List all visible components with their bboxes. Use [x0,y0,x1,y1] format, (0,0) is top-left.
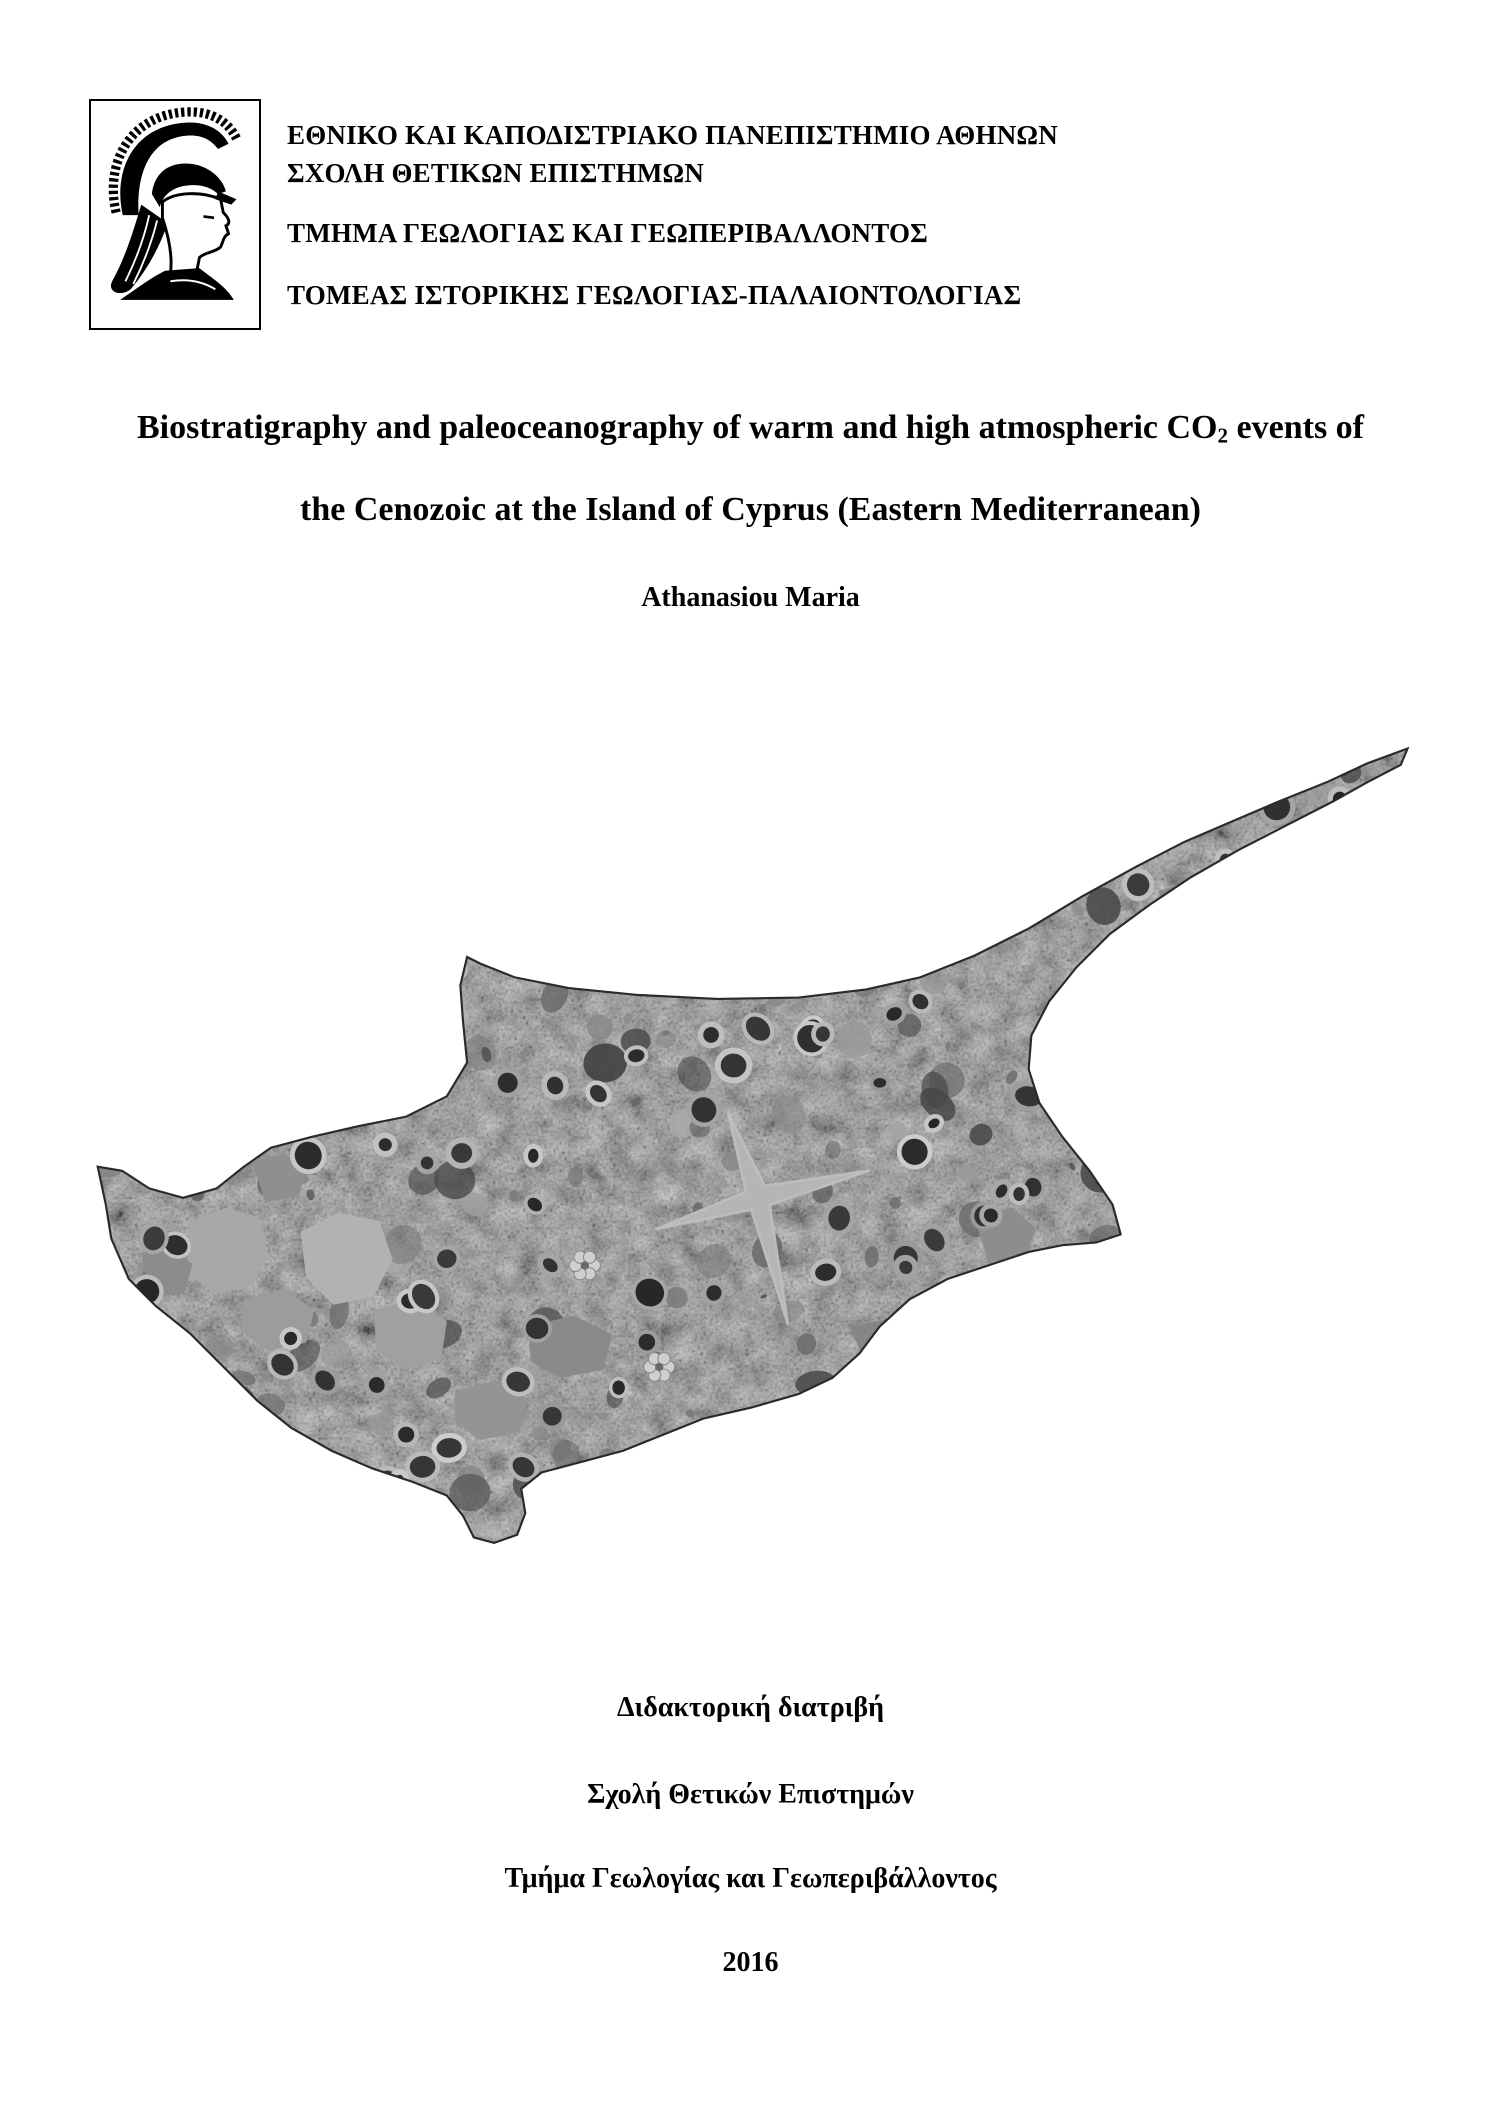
sediment-grain [638,807,674,845]
sediment-grain [1027,872,1042,887]
sediment-grain [962,890,995,925]
sediment-grain [1051,1103,1060,1111]
coccolith-ring [610,1378,627,1397]
sediment-grain [512,912,565,963]
sediment-grain [1181,1260,1215,1291]
coccolith-ring [328,1030,363,1065]
coccolith-ring [1071,983,1093,1006]
coccolith-ring [227,1123,257,1153]
coccolith-ring [494,1069,521,1096]
sediment-grain [695,1497,729,1531]
sediment-grain [1355,1218,1393,1262]
sediment-grain [205,761,216,769]
sediment-grain [569,840,583,854]
sediment-grain [102,1549,116,1562]
face [162,194,228,274]
coccolith-ring [210,1504,238,1535]
sediment-grain [237,1102,260,1125]
sediment-grain [1294,1513,1329,1554]
coccolith-ring [209,1447,241,1479]
coccolith-ring [578,1503,597,1520]
sediment-grain [1118,1379,1147,1404]
section-name: ΤΟΜΕΑΣ ΙΣΤΟΡΙΚΗΣ ΓΕΩΛΟΓΙΑΣ-ΠΑΛΑΙΟΝΤΟΛΟΓΙΑΣ [287,280,1022,310]
sediment-grain [912,1390,936,1415]
coccolith-ring [1196,1184,1216,1203]
coccolith-ring [1348,1132,1365,1149]
coccolith-ring [1333,1211,1361,1238]
coccolith-ring [1036,1294,1066,1323]
sediment-grain [103,1033,115,1052]
sediment-grain [376,962,391,977]
sediment-grain [1173,1437,1181,1445]
university-logo [89,99,261,330]
sediment-grain [1093,846,1104,857]
sediment-grain [751,821,767,836]
sediment-grain [240,1078,264,1102]
sediment-grain [817,731,868,781]
coccolith-ring [996,1433,1018,1456]
coccolith-ring [717,1050,751,1082]
sediment-grain [626,1503,685,1563]
coccolith-ring [1191,1525,1215,1548]
sediment-grain [198,949,238,991]
coccolith-ring [339,1100,361,1123]
sediment-grain [359,880,398,920]
sediment-grain [890,872,919,905]
coccolith-ring [801,1443,832,1470]
sediment-grain [848,756,894,802]
university-name: ΕΘΝΙΚΟ ΚΑΙ ΚΑΠΟΔΙΣΤΡΙΑΚΟ ΠΑΝΕΠΙΣΤΗΜΙΟ ΑΘΗΝΩΝ [287,120,1058,150]
sediment-grain [1005,805,1048,847]
coccolith-ring [958,1340,980,1362]
rosette-center [655,1363,663,1371]
coccolith-ring [1342,1127,1367,1159]
sediment-grain [309,1080,316,1088]
coccolith-ring [1015,773,1041,797]
coccolith-ring [379,772,397,792]
coccolith-ring [379,1027,401,1048]
sediment-grain [199,1090,239,1129]
sediment-grain [1075,1481,1116,1528]
coccolith-ring [1329,788,1351,810]
sediment-grain [226,805,233,810]
sediment-grain [1163,1475,1186,1501]
coccolith-ring [344,1007,372,1035]
coccolith-ring [351,970,374,991]
sediment-grain [1071,1287,1088,1304]
coccolith-ring [635,1330,659,1354]
coccolith-ring [824,1202,853,1234]
coccolith-ring [1389,900,1414,927]
sediment-grain [332,1008,355,1030]
sediment-grain [438,1527,465,1549]
coccolith-ring [378,926,410,957]
sediment-grain [1008,1301,1041,1333]
sediment-grain [1296,1285,1340,1325]
coccolith-ring [297,797,318,817]
sediment-grain [1349,1356,1365,1373]
sediment-grain [1345,1204,1375,1241]
sediment-grain [568,1167,583,1187]
title-line-2: the Cenozoic at the Island of Cyprus (Eastern Mediterranean) [300,491,1201,528]
sediment-grain [112,849,127,864]
sediment-grain [282,1463,306,1487]
sediment-grain [1378,1221,1399,1243]
sediment-grain [1413,1392,1429,1408]
sediment-grain [1140,744,1167,770]
sediment-grain [264,789,285,809]
sediment-grain [238,1424,264,1450]
sediment-grain [163,1397,192,1420]
coccolith-ring [1274,1225,1298,1249]
coccolith-ring [871,1076,888,1090]
sediment-grain [551,740,576,764]
sediment-grain [350,744,374,768]
sediment-grain [525,831,535,840]
sediment-grain [1352,1350,1402,1401]
sediment-grain [1098,1006,1137,1045]
coccolith-ring [301,815,324,839]
sediment-grain [1128,1349,1141,1368]
sediment-grain [1398,915,1408,925]
sediment-grain [1315,1399,1364,1450]
sediment-grain [1222,773,1240,788]
sediment-grain [777,852,791,865]
sediment-grain [611,940,651,985]
sediment-grain [896,745,927,776]
sediment-grain [517,960,535,977]
coccolith-ring [979,1450,1015,1486]
crystal [1159,883,1208,926]
coccolith-ring [1064,982,1102,1020]
coccolith-ring [525,1146,541,1165]
coccolith-ring [448,1140,476,1167]
sediment-grain [1258,944,1294,983]
coccolith-ring [1011,1185,1028,1204]
sediment-grain [632,1493,668,1530]
sediment-grain [107,763,142,807]
coccolith-ring [1206,1369,1240,1405]
coccolith-ring [116,1434,149,1470]
coccolith-ring [464,879,502,917]
sediment-grain [784,805,806,819]
athena-emblem [111,112,237,300]
sediment-grain [1046,1376,1062,1393]
sediment-grain [1145,1121,1187,1159]
sediment-grain [540,1502,552,1514]
title-line-1 [12,408,1489,448]
sediment-grain [852,1357,880,1384]
rosette-center [581,1261,589,1269]
sediment-grain [1225,1190,1238,1203]
sediment-grain [237,1479,272,1515]
coccolith-ring [252,809,275,832]
sediment-grain [1223,976,1239,992]
sediment-grain [975,1370,1018,1417]
coccolith-ring [1057,1097,1082,1123]
sediment-grain [303,964,346,1000]
sediment-grain [177,1512,226,1560]
sediment-grain [91,1398,109,1420]
coccolith-ring [433,1434,465,1461]
crystal [850,1318,920,1372]
sediment-grain [1106,791,1137,817]
coccolith-ring [1187,960,1219,992]
sediment-grain [1185,762,1209,778]
sediment-grain [1143,1132,1161,1149]
sediment-grain [1047,1378,1088,1417]
coccolith-ring [722,1461,751,1485]
degree-type: Διδακτορική διατριβή [616,1692,885,1723]
sediment-grain [242,791,270,818]
coccolith-ring [1123,1004,1158,1037]
coccolith-ring [1202,731,1245,774]
sediment-grain [243,848,275,887]
sediment-grain [1403,1029,1422,1059]
sediment-grain [1031,818,1044,831]
coccolith-ring [931,1527,963,1559]
coccolith-ring [1112,936,1135,959]
footer-school: Σχολή Θετικών Επιστημών [587,1779,914,1810]
coccolith-ring [498,767,530,799]
sediment-grain [742,807,769,830]
coccolith-ring [1143,1443,1172,1469]
sediment-grain [167,1076,190,1103]
sediment-grain [196,1123,217,1144]
sediment-grain [423,822,436,836]
sediment-grain [178,1116,185,1124]
sediment-grain [1176,1387,1190,1401]
sediment-grain [145,853,177,885]
cyprus-map-image [0,731,1489,1597]
sediment-grain [148,1173,159,1183]
coccolith-ring [1392,1029,1410,1047]
coccolith-ring [846,851,884,889]
sediment-grain [581,1508,613,1536]
coccolith-ring [399,1004,418,1028]
sediment-grain [1231,949,1242,964]
coccolith-ring [1068,1311,1093,1333]
coccolith-ring [267,963,300,996]
coccolith-ring [384,776,423,817]
sediment-grain [1071,742,1094,767]
sediment-grain [344,1543,361,1559]
coccolith-ring [625,1046,648,1066]
sediment-grain [1043,850,1060,871]
coccolith-ring [967,1346,998,1377]
co2-subscript: 2 [1217,423,1229,448]
coccolith-ring [253,1413,275,1437]
sediment-grain [850,950,879,979]
coccolith-ring [690,849,715,876]
sediment-grain [1071,1527,1116,1574]
sediment-grain [134,820,162,850]
sediment-grain [1408,1434,1429,1458]
sediment-grain [1238,1297,1245,1304]
sediment-grain [641,922,676,947]
sediment-grain [209,1062,240,1091]
sediment-grain [980,765,1004,798]
footer-department: Τμήμα Γεωλογίας και Γεωπεριβάλλοντος [504,1863,997,1894]
sediment-grain [183,1509,212,1540]
sediment-grain [200,1469,230,1501]
title-line-1-end: events of [1228,409,1364,446]
sediment-grain [833,1378,841,1386]
sediment-grain [182,1527,210,1555]
coccolith-ring [396,1424,417,1445]
sediment-grain [728,1536,747,1554]
sediment-grain [1046,1398,1074,1426]
sediment-grain [1234,1441,1249,1457]
sediment-grain [820,1505,846,1535]
sediment-grain [171,786,189,810]
coccolith-ring [1125,735,1170,780]
sediment-grain [1219,1487,1250,1521]
sediment-grain [1173,1239,1194,1259]
sediment-grain [946,1345,970,1371]
coccolith-ring [1325,1305,1351,1331]
coccolith-ring [455,756,475,774]
sediment-grain [546,884,560,899]
sediment-grain [1356,1019,1384,1043]
sediment-grain [957,1487,968,1501]
sediment-grain [1154,1016,1167,1029]
sediment-grain [809,741,819,751]
sediment-grain [119,1447,152,1488]
author-name: Athanasiou Maria [641,582,860,613]
sediment-grain [1003,1536,1026,1559]
sediment-grain [70,1212,105,1246]
sediment-grain [866,810,889,831]
sediment-grain [173,1521,190,1545]
sediment-grain [1328,1265,1339,1276]
sediment-grain [292,1504,304,1516]
sediment-grain [1207,1210,1235,1230]
sediment-grain [1227,1219,1246,1237]
sediment-grain [665,917,695,947]
sediment-grain [1001,1389,1019,1406]
sediment-grain [1341,1267,1374,1304]
sediment-grain [493,856,518,882]
sediment-grain [355,975,371,994]
sediment-grain [1180,1454,1189,1463]
sediment-grain [133,745,163,775]
coccolith-ring [1047,837,1082,871]
coccolith-ring [688,1444,714,1475]
coccolith-ring [222,1401,241,1424]
sediment-grain [180,966,216,1003]
sediment-grain [341,1028,390,1078]
title-line-1-text: Biostratigraphy and paleoceanography of warm and high atmospheric CO [136,409,1218,446]
sediment-grain [998,836,1022,860]
sediment-grain [195,1360,214,1379]
coccolith-ring [920,1417,954,1448]
sediment-grain [702,877,724,910]
sediment-grain [921,1485,930,1494]
sediment-grain [83,799,101,817]
sediment-grain [1115,1549,1128,1560]
coccolith-ring [706,1522,730,1546]
sediment-grain [1294,1236,1315,1253]
sediment-grain [1259,1500,1280,1532]
sediment-grain [1330,950,1349,970]
department-name: ΤΜΗΜΑ ΓΕΩΛΟΓΙΑΣ ΚΑΙ ΓΕΩΠΕΡΙΒΑΛΛΟΝΤΟΣ [287,218,929,248]
coccolith-ring [559,831,588,861]
sediment-grain [424,814,444,827]
sediment-grain [154,1341,194,1381]
sediment-grain [1136,739,1150,752]
sediment-grain [208,1389,218,1402]
sediment-grain [1301,1069,1317,1085]
coccolith-ring [274,1100,310,1135]
coccolith-ring [1056,985,1086,1015]
sediment-grain [925,1471,978,1524]
sediment-grain [1227,1199,1254,1222]
microfossil-texture [0,731,1488,1597]
sediment-grain [1117,1310,1125,1318]
sediment-grain [445,890,480,926]
coccolith-ring [417,1152,438,1173]
coccolith-ring [1252,969,1288,1007]
sediment-grain [1145,765,1197,817]
eye [203,216,214,217]
coccolith-ring [101,821,138,854]
sediment-grain [590,850,602,859]
coccolith-ring [407,1453,439,1481]
sediment-grain [647,775,682,812]
sediment-grain [397,968,448,1017]
coccolith-ring [758,879,780,904]
sediment-grain [802,874,819,896]
sediment-grain [75,1042,105,1070]
sediment-grain [620,1536,660,1576]
sediment-grain [590,870,624,909]
sediment-grain [1073,1460,1115,1502]
school-name: ΣΧΟΛΗ ΘΕΤΙΚΩΝ ΕΠΙΣΤΗΜΩΝ [287,158,705,188]
coccolith-ring [703,924,738,958]
sediment-grain [1103,1520,1122,1539]
sediment-grain [1234,1401,1255,1424]
coccolith-ring [523,1314,552,1342]
sediment-grain [85,958,94,966]
coccolith-ring [813,1023,833,1045]
sediment-grain [212,1502,255,1545]
sediment-grain [989,1319,1019,1348]
coccolith-ring [1019,1358,1049,1387]
sediment-grain [84,757,100,773]
sediment-grain [259,1090,294,1125]
athena-emblem-icon [91,101,259,328]
sediment-grain [1311,1390,1326,1406]
coccolith-ring [811,1259,841,1286]
year: 2016 [722,1947,779,1978]
sediment-grain [836,1476,858,1505]
